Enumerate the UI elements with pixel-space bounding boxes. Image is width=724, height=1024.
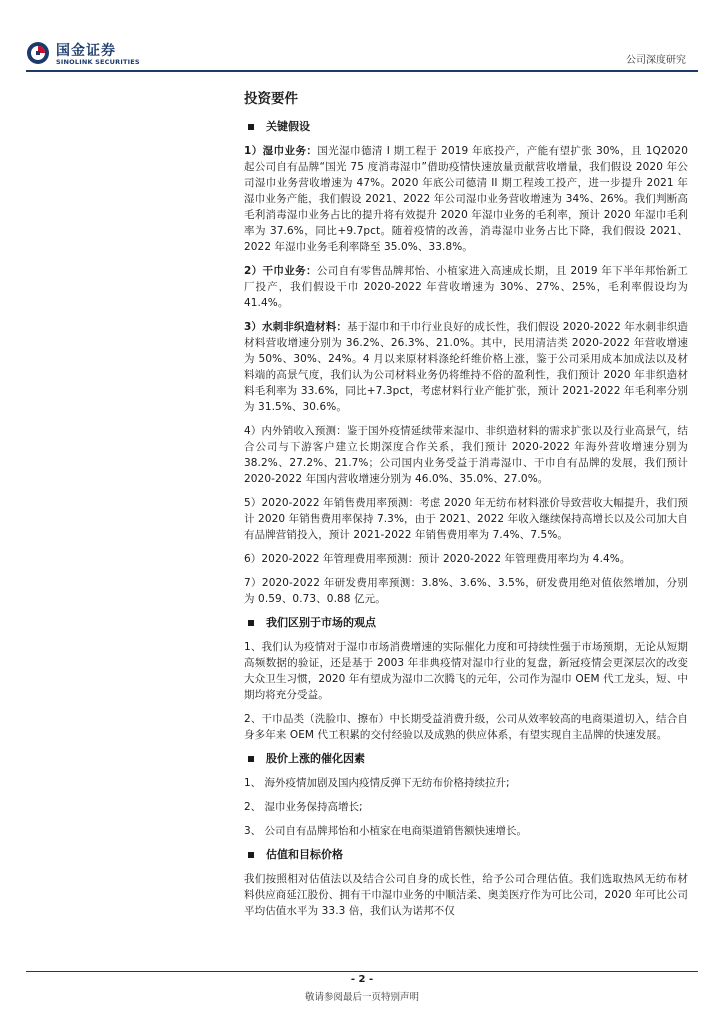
square-bullet-icon: [248, 620, 254, 626]
logo-english-text: SINOLINK SECURITIES: [56, 58, 140, 66]
catalyst-item: 2、 湿巾业务保持高增长;: [244, 801, 363, 813]
section-heading-valuation: [244, 847, 688, 863]
paragraph-admin-expense: 6）2020-2022 年管理费用率预测：预计 2020-2022 年管理费用率均为 4.4%。: [244, 553, 631, 565]
paragraph-spunlace-nonwoven: [244, 319, 688, 415]
paragraph-valuation: 我们按照相对估值法以及结合公司自身的成长性，给予公司合理估值。我们选取热风无纺布材料供应商延江股份、拥有干巾湿巾业务的中顺洁柔、奥美医疗作为可比公司，2020 年可比公司平均估值水平为 33.3 倍，我们认为诺邦不仅: [244, 873, 688, 917]
page-title: 投资要件: [244, 91, 298, 107]
section-heading-catalysts: [244, 751, 688, 767]
page-number: - 2 -: [350, 974, 374, 985]
footer-divider: [26, 971, 698, 972]
company-logo: [26, 40, 156, 70]
catalyst-item: 3、 公司自有品牌邦怡和小植家在电商渠道销售额快速增长。: [244, 825, 528, 837]
section-heading-our-view: [244, 615, 688, 631]
section-heading-key-assumptions: [244, 119, 688, 135]
paragraph-selling-expense: 5）2020-2022 年销售费用率预测：考虑 2020 年无纺布材料涨价导致营收大幅提升，我们预计 2020 年销售费用率保持 7.3%，由于 2021、2022 年收入继续保持高增长以及公司加大自有品牌营销投入，预计 2021-2022 年销售费用率为 7.4%、7.5%。: [244, 497, 688, 541]
section-heading-text: 估值和目标价格: [266, 848, 343, 861]
paragraph-lead: 3）水刺非织造材料：: [244, 321, 347, 333]
report-type-label: 公司深度研究: [626, 55, 686, 66]
square-bullet-icon: [248, 756, 254, 762]
paragraph-lead: 1）湿巾业务：: [244, 145, 318, 157]
paragraph-body: 国光湿巾德清 I 期工程于 2019 年底投产，产能有望扩张 30%，且 1Q2020 起公司自有品牌“国光 75 度消毒湿巾”借助疫情快速放量贡献营收增量，我们假设 2020 年公司湿巾业务营收增速为 47%。2020 年底公司德清 II 期工程竣工投产，进一步提升 2021 年湿巾业务产能，我们假设 2021、2022 年公司湿巾业务营收增速为 34%、26%。我们判断高毛利消毒湿巾业务占比的提升将有效提升 2020 年湿巾业务的毛利率，预计 2020 年湿巾毛利率为 37.6%，同比+9.7pct。随着疫情的改善，消毒湿巾业务占比下降，我们假设 2021、2022 年湿巾业务毛利率降至 35.0%、33.8%。: [244, 145, 688, 253]
paragraph-wet-wipes: [244, 143, 688, 255]
section-heading-text: 关键假设: [266, 120, 310, 133]
header-divider: [26, 70, 698, 72]
paragraph-view-1: 1、我们认为疫情对于湿巾市场消费增速的实际催化力度和可持续性强于市场预期，无论从短期高频数据的验证，还是基于 2003 年非典疫情对湿巾行业的复盘，新冠疫情会更深层次的改变大众卫生习惯，2020 年有望成为湿巾二次腾飞的元年，公司作为湿巾 OEM 代工龙头，短、中期均将充分受益。: [244, 641, 688, 701]
section-heading-text: 股价上涨的催化因素: [266, 752, 365, 765]
paragraph-body: 基于湿巾和干巾行业良好的成长性，我们假设 2020-2022 年水刺非织造材料营收增速分别为 36.2%、26.3%、21.0%。其中，民用清洁类 2020-2022 年营收增速为 50%、30%、24%。4 月以来原材料涤纶纤维价格上涨，鉴于公司采用成本加成法以及材料端的高景气度，我们认为公司材料业务仍将维持不俗的盈利性，我们预计 2020 年非织造材料毛利率为 33.6%，同比+7.3pct，考虑材料行业产能扩张，预计 2021-2022 年毛利率分别为 31.5%、30.6%。: [244, 321, 688, 413]
catalyst-item: 1、 海外疫情加剧及国内疫情反弹下无纺布价格持续拉升;: [244, 777, 510, 789]
main-content: [244, 90, 688, 927]
paragraph-lead: 2）干巾业务：: [244, 265, 317, 277]
logo-chinese-text: 国金证券: [56, 43, 116, 59]
square-bullet-icon: [248, 124, 254, 130]
paragraph-dry-wipes: [244, 263, 688, 311]
page-header: [0, 0, 724, 72]
paragraph-body: 公司自有零售品牌邦怡、小植家进入高速成长期，且 2019 年下半年邦怡新工厂投产，我们假设干巾 2020-2022 年营收增速为 30%、27%、25%，毛利率假设均为 41.4%。: [244, 265, 688, 309]
sinolink-logo-icon: [26, 41, 50, 65]
section-heading-text: 我们区别于市场的观点: [266, 616, 376, 629]
paragraph-view-2: 2、干巾品类（洗脸巾、擦布）中长期受益消费升级，公司从效率较高的电商渠道切入，结合自身多年来 OEM 代工积累的交付经验以及成熟的供应体系，有望实现自主品牌的快速发展。: [244, 713, 688, 741]
footer-disclaimer: 敬请参阅最后一页特别声明: [304, 992, 419, 1003]
paragraph-domestic-overseas-revenue: 4）内外销收入预测：鉴于国外疫情延续带来湿巾、非织造材料的需求扩张以及行业高景气，结合公司与下游客户建立长期深度合作关系，我们预计 2020-2022 年海外营收增速分别为 38.2%、27.2%、21.7%；公司国内业务受益于消毒湿巾、干巾自有品牌的发展，我们预计 2020-2022 年国内营收增速分别为 46.0%、35.0%、27.0%。: [244, 425, 688, 485]
square-bullet-icon: [248, 852, 254, 858]
paragraph-rd-expense: 7）2020-2022 年研发费用率预测：3.8%、3.6%、3.5%，研发费用绝对值依然增加，分别为 0.59、0.73、0.88 亿元。: [244, 577, 688, 605]
